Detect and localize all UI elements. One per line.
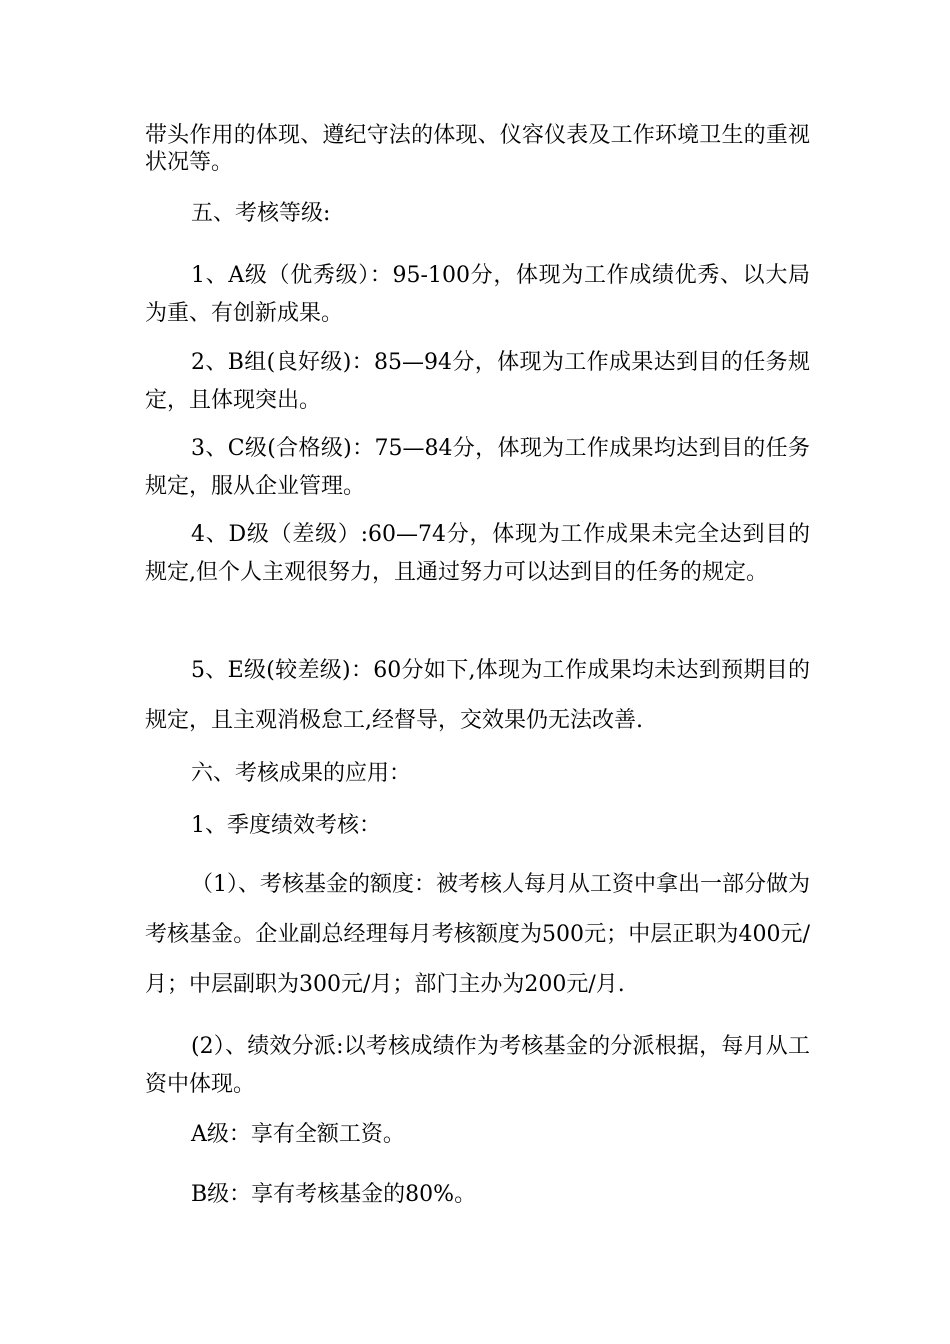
level-e-paragraph: 5、E级(较差级)：60分如下,体现为工作成果均未达到预期目的规定，且主观消极怠工,经督导，交效果仍无法改善. <box>145 658 810 733</box>
level-a-benefit: A级：享有全额工资。 <box>191 1122 405 1147</box>
performance-distribution-paragraph: (2）、绩效分派:以考核成绩作为考核基金的分派根据，每月从工资中体现。 <box>145 1034 810 1097</box>
level-d-paragraph: 4、D级（差级）:60—74分，体现为工作成果未完全达到目的规定,但个人主观很努力，且通过努力可以达到目的任务的规定。 <box>145 522 810 585</box>
level-a-paragraph: 1、A级（优秀级）：95-100分，体现为工作成绩优秀、以大局为重、有创新成果。 <box>145 263 810 326</box>
section-heading-assessment-levels: 五、考核等级: <box>191 201 331 226</box>
level-b-benefit: B级：享有考核基金的80%。 <box>191 1182 477 1207</box>
level-b-paragraph: 2、B组(良好级)：85—94分，体现为工作成果达到目的任务规定，且体现突出。 <box>145 350 810 413</box>
paragraph-continuation: 带头作用的体现、遵纪守法的体现、仪容仪表及工作环境卫生的重视状况等。 <box>145 123 810 175</box>
section-heading-result-application: 六、考核成果的应用： <box>191 761 412 786</box>
assessment-fund-paragraph: （1）、考核基金的额度：被考核人每月从工资中拿出一部分做为考核基金。企业副总经理每月考核额度为500元；中层正职为400元/月；中层副职为300元/月；部门主办为200元/月. <box>145 872 810 997</box>
level-c-paragraph: 3、C级(合格级)：75—84分，体现为工作成果均达到目的任务规定，服从企业管理。 <box>145 436 810 499</box>
quarterly-assessment-heading: 1、季度绩效考核： <box>191 813 381 838</box>
